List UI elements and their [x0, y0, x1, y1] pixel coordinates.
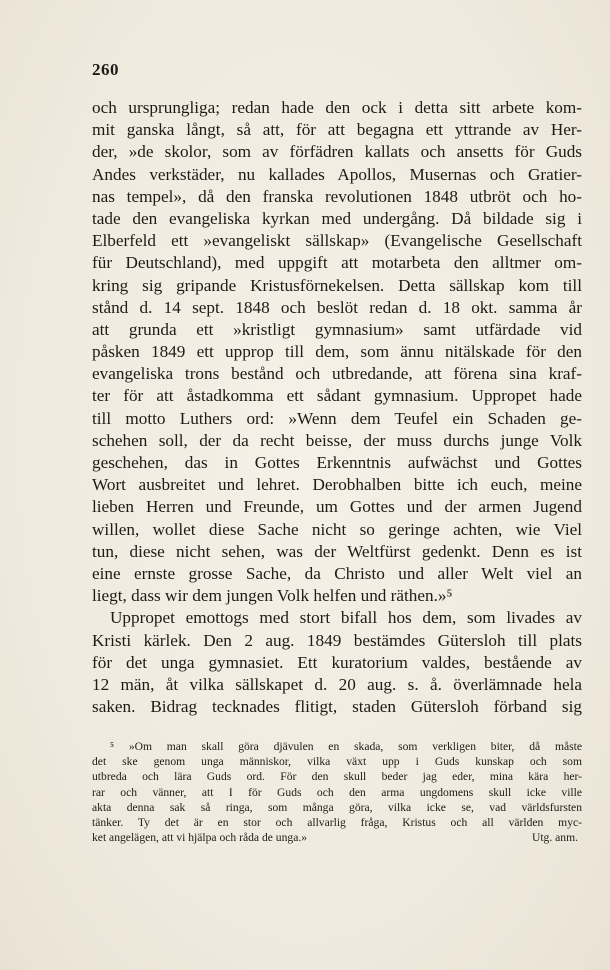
body-line: ter för att åstadkomma ett sådant gymnasium. Uppropet hade	[92, 386, 582, 406]
body-line: tun, diese nicht sehen, was der Weltfürst gedenkt. Denn es ist	[92, 541, 582, 561]
footnote-line: det ske genom unga människor, vilka växt upp i Guds kunskap och som	[92, 755, 582, 769]
body-line: att grunda ett »kristligt gymnasium» samt utfärdade vid	[92, 319, 582, 339]
body-line: der, »de skolor, som av förfädren kallats och ansetts för Guds	[92, 142, 582, 162]
body-line: evangeliska trons bestånd och utbredande, att förena sina kraf-	[92, 364, 582, 384]
body-line: för det unga gymnasiet. Ett kuratorium valdes, bestående av	[92, 652, 582, 672]
body-line: liegt, dass wir dem jungen Volk helfen und räthen.»⁵	[92, 586, 453, 606]
body-line: påsken 1849 ett upprop till dem, som ännu nitälskade för den	[92, 342, 582, 362]
body-line: Elberfeld ett »evangeliskt sällskap» (Evangelische Gesellschaft	[92, 231, 582, 251]
body-line: Wort ausbreitet und lehret. Derobhalben bitte ich euch, meine	[92, 475, 582, 495]
body-line: nas tempel», då den franska revolutionen 1848 utbröt och ho-	[92, 186, 582, 206]
body-line: Uppropet emottogs med stort bifall hos dem, som livades av	[110, 608, 582, 628]
footnote-line: ket angelägen, att vi hjälpa och råda de unga.»	[92, 831, 308, 845]
body-line: saken. Bidrag tecknades flitigt, staden Gütersloh förband sig	[92, 697, 582, 717]
footnote-line: tänker. Ty det är en stor och allvarlig fråga, Kristus och all världen myc-	[92, 815, 582, 829]
footnote-attribution: Utg. anm.	[531, 831, 578, 845]
footnote-line: rar och vänner, att I för Guds och den arma ungdomens skull icke ville	[92, 785, 582, 799]
footnote-line: ⁵ »Om man skall göra djävulen en skada, som verkligen biter, då måste	[110, 740, 582, 753]
body-line: kring sig gripande Kristusförnekelsen. Detta sällskap kom till	[92, 275, 582, 295]
body-line: mit ganska långt, så att, för att begagna ett yttrande av Her-	[92, 120, 582, 140]
body-line: eine ernste grosse Sache, da Christo und aller Welt viel an	[92, 563, 582, 583]
footnote-last-line	[92, 830, 582, 845]
body-line: für Deutschland), med uppgift att motarbeta den alltmer om-	[92, 253, 582, 273]
body-line: Kristi kärlek. Den 2 aug. 1849 bestämdes Gütersloh till plats	[92, 630, 582, 650]
footnote-line: akta denna sak så ringa, som många göra, vilka icke se, vad världsfursten	[92, 800, 582, 814]
body-line: stånd d. 14 sept. 1848 och beslöt redan d. 18 okt. samma år	[92, 297, 582, 317]
body-line: geschehen, das in Gottes Erkenntnis aufwächst und Gottes	[92, 453, 582, 472]
body-line: willen, wollet diese Sache nicht so geringe achten, wie Viel	[92, 519, 582, 539]
body-line: 12 män, åt vilka sällskapet d. 20 aug. s. å. överlämnade hela	[92, 674, 582, 694]
body-line: och ursprungliga; redan hade den ock i detta sitt arbete kom-	[92, 98, 582, 117]
footnote	[92, 739, 582, 845]
body-line: tade den evangeliska kyrkan med undergång. Då bildade sig i	[92, 208, 582, 228]
body-text	[92, 97, 582, 718]
footnote-line: utbreda och lära Guds ord. För den skull beder jag eder, mina kära her-	[92, 770, 582, 784]
body-line: schehen soll, der da recht beisse, der muss durchs junge Volk	[92, 430, 582, 450]
body-line: till motto Luthers ord: »Wenn dem Teufel ein Schaden ge-	[92, 408, 582, 428]
body-line: Andes verkstäder, nu kallades Apollos, Musernas och Gratier-	[92, 164, 582, 184]
body-line: lieben Herren und Freunde, um Gottes und der armen Jugend	[92, 497, 582, 517]
page-number: 260	[92, 60, 119, 79]
